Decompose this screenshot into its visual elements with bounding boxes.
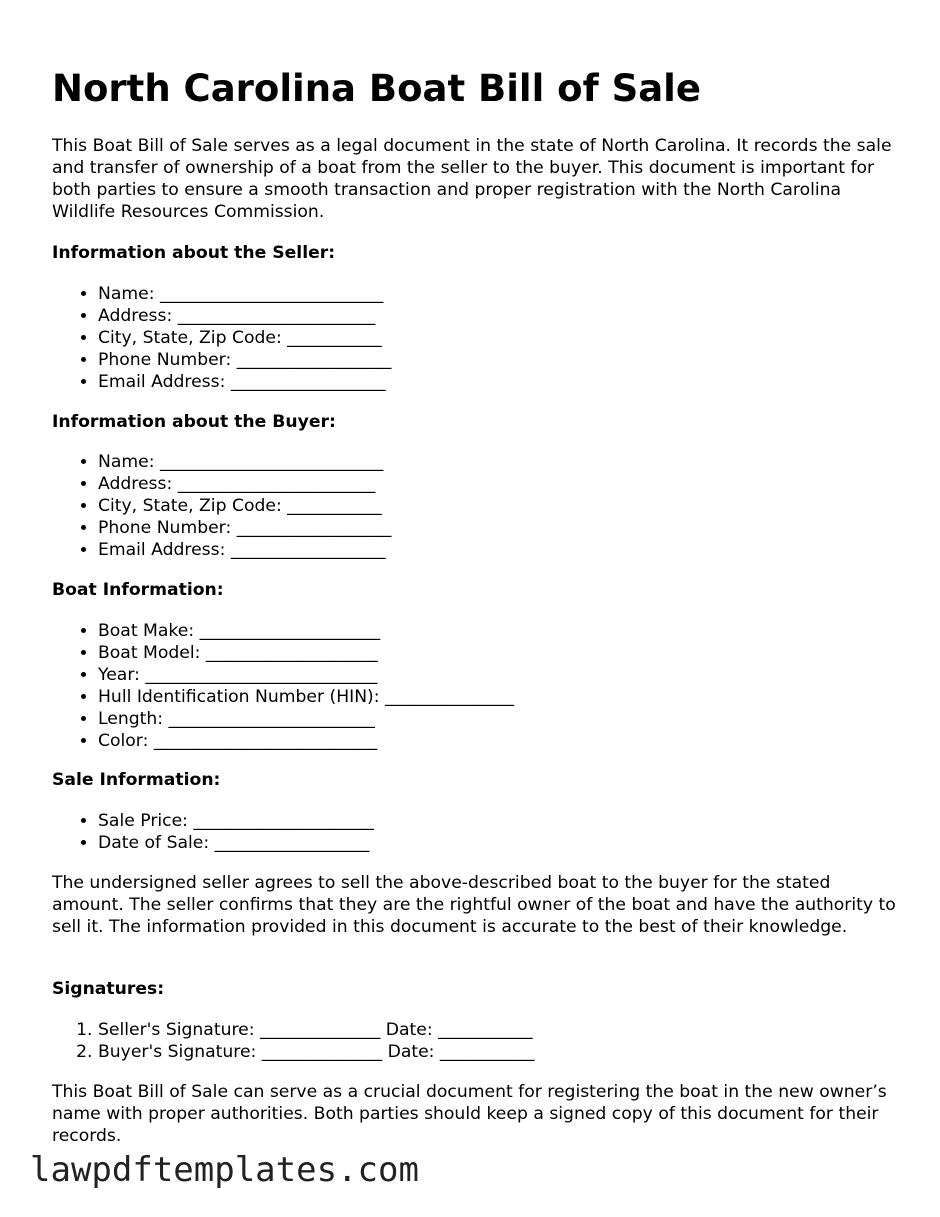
seller-info-list xyxy=(52,283,391,393)
buyer-signature-field: 2. Buyer's Signature: ______________ Date: ___________ xyxy=(98,1041,534,1063)
seller-address-field: • Address: _______________________ xyxy=(98,305,391,327)
sale-price-field: • Sale Price: _____________________ xyxy=(98,810,374,832)
signatures-list xyxy=(52,1019,534,1063)
boat-year-field: • Year: ___________________________ xyxy=(98,664,514,686)
boat-hin-field: • Hull Identification Number (HIN): _______________ xyxy=(98,686,514,708)
seller-signature-field: 1. Seller's Signature: ______________ Date: ___________ xyxy=(98,1019,534,1041)
watermark-text: lawpdftemplates.com xyxy=(30,1150,419,1190)
closing-paragraph: This Boat Bill of Sale can serve as a crucial document for registering the boat in the new owner’s name with proper authorities. Both parties should keep a signed copy of this document for their records. xyxy=(52,1082,887,1146)
boat-info-list xyxy=(52,620,514,752)
buyer-info-list xyxy=(52,451,391,561)
buyer-heading: Information about the Buyer: xyxy=(52,412,336,432)
boat-make-field: • Boat Make: _____________________ xyxy=(98,620,514,642)
buyer-address-field: • Address: _______________________ xyxy=(98,473,391,495)
seller-heading: Information about the Seller: xyxy=(52,243,336,263)
buyer-phone-field: • Phone Number: __________________ xyxy=(98,517,391,539)
page-title: North Carolina Boat Bill of Sale xyxy=(52,67,701,110)
seller-city-state-zip-field: • City, State, Zip Code: ___________ xyxy=(98,327,391,349)
seller-email-field: • Email Address: __________________ xyxy=(98,371,391,393)
boat-color-field: • Color: __________________________ xyxy=(98,730,514,752)
boat-length-field: • Length: ________________________ xyxy=(98,708,514,730)
boat-heading: Boat Information: xyxy=(52,580,224,600)
seller-name-field: • Name: __________________________ xyxy=(98,283,391,305)
seller-phone-field: • Phone Number: __________________ xyxy=(98,349,391,371)
sale-date-field: • Date of Sale: __________________ xyxy=(98,832,374,854)
sale-heading: Sale Information: xyxy=(52,770,221,790)
agreement-paragraph: The undersigned seller agrees to sell the above-described boat to the buyer for the stated amount. The seller confirms that they are the rightful owner of the boat and have the authority to sell it. The information provided in this document is accurate to the best of their knowledge. xyxy=(52,873,896,937)
signatures-heading: Signatures: xyxy=(52,979,165,999)
sale-info-list xyxy=(52,810,374,854)
intro-paragraph: This Boat Bill of Sale serves as a legal document in the state of North Carolina. It records the sale and transfer of ownership of a boat from the seller to the buyer. This document is important for both parties to ensure a smooth transaction and proper registration with the North Carolina Wildlife Resources Commission. xyxy=(52,136,892,222)
buyer-city-state-zip-field: • City, State, Zip Code: ___________ xyxy=(98,495,391,517)
buyer-email-field: • Email Address: __________________ xyxy=(98,539,391,561)
buyer-name-field: • Name: __________________________ xyxy=(98,451,391,473)
boat-model-field: • Boat Model: ____________________ xyxy=(98,642,514,664)
